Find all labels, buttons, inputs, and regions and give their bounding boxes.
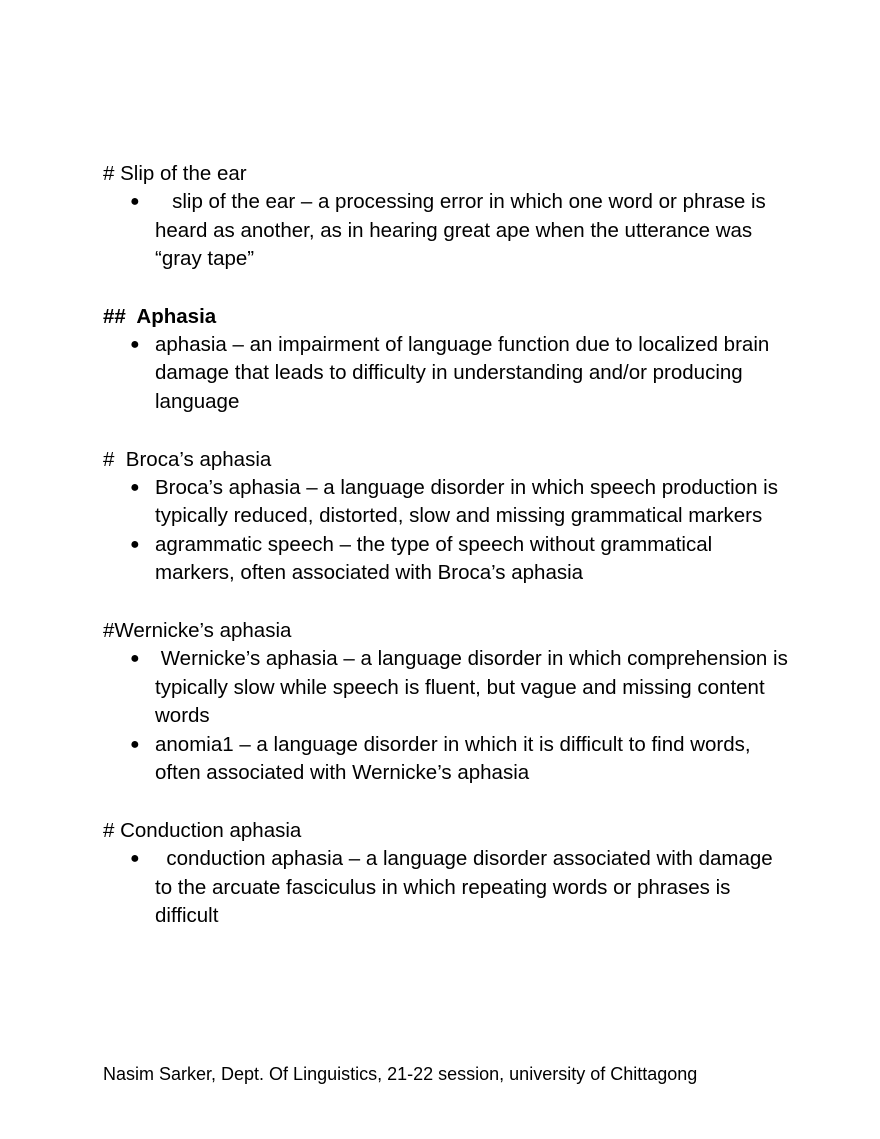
list-item-text: conduction aphasia – a language disorder associated with damage to the arcuate fasciculus in which repeating words or phrases is difficult (155, 846, 779, 928)
section-conduction-aphasia (103, 816, 793, 931)
bullet-icon: ● (130, 193, 140, 210)
section-brocas-aphasia (103, 445, 793, 588)
page-footer: Nasim Sarker, Dept. Of Linguistics, 21-22 session, university of Chittagong (103, 1064, 698, 1084)
section-heading: # Conduction aphasia (103, 818, 302, 842)
bullet-list (103, 845, 793, 931)
list-item-text: slip of the ear – a processing error in which one word or phrase is heard as another, as in hearing great ape when the utterance was “gray tape” (155, 190, 772, 271)
section-heading: # Broca’s aphasia (103, 447, 272, 471)
section-aphasia (103, 302, 793, 417)
list-item-text: agrammatic speech – the type of speech without grammatical markers, often associated with Broca’s aphasia (155, 532, 718, 585)
list-item (103, 531, 793, 588)
list-item-text: aphasia – an impairment of language function due to localized brain damage that leads to difficulty in understanding and/or producing language (155, 332, 775, 413)
bullet-list (103, 474, 793, 588)
list-item-text: Wernicke’s aphasia – a language disorder in which comprehension is typically slow while speech is fluent, but vague and missing content words (155, 646, 794, 728)
bullet-list (103, 188, 793, 274)
bullet-list (103, 331, 793, 417)
section-slip-of-the-ear (103, 159, 793, 274)
section-heading: #Wernicke’s aphasia (103, 618, 292, 642)
list-item (103, 645, 793, 731)
list-item (103, 331, 793, 417)
list-item (103, 474, 793, 531)
list-item (103, 731, 793, 788)
section-heading: ## Aphasia (103, 304, 217, 328)
section-wernickes-aphasia (103, 616, 793, 788)
section-heading: # Slip of the ear (103, 162, 247, 185)
bullet-list (103, 645, 793, 788)
list-item (103, 845, 793, 931)
list-item-text: Broca’s aphasia – a language disorder in which speech production is typically reduced, distorted, slow and missing grammatical markers (155, 475, 784, 528)
bullet-icon: ● (130, 535, 140, 553)
list-item (103, 188, 793, 274)
bullet-icon: ● (130, 478, 140, 496)
bullet-icon: ● (130, 735, 140, 753)
document-body (103, 159, 793, 959)
list-item-text: anomia1 – a language disorder in which it is difficult to find words, often associated with Wernicke’s aphasia (155, 732, 757, 785)
bullet-icon: ● (130, 649, 140, 667)
bullet-icon: ● (130, 849, 140, 867)
bullet-icon: ● (130, 335, 140, 353)
